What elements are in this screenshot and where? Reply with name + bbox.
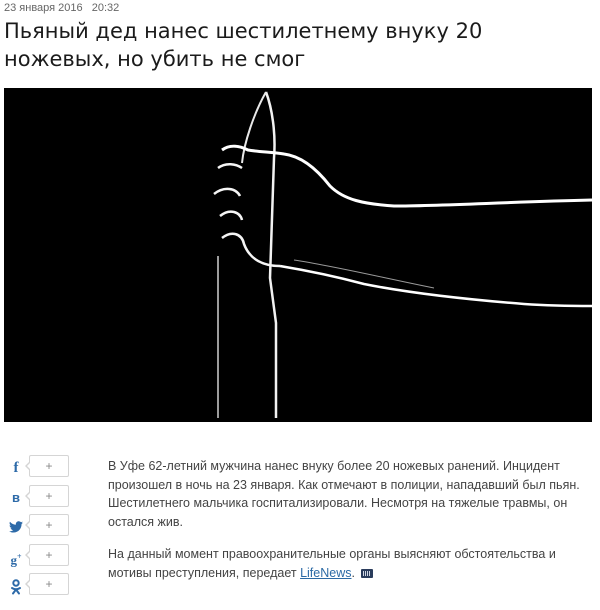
paragraph-text: На данный момент правоохранительные органы выясняют обстоятельства и мотивы преступления, передает: [108, 547, 556, 580]
article-paragraph: [108, 545, 594, 582]
publish-time: 20:32: [91, 2, 120, 14]
twitter-icon[interactable]: [8, 519, 24, 535]
knife-silhouette-illustration: [4, 88, 592, 422]
publish-date: 23 января 2016: [4, 2, 83, 14]
hero-image: [4, 88, 592, 422]
share-vkontakte[interactable]: [0, 485, 80, 515]
article-title: Пьяный дед нанес шестилетнему внуку 20 ножевых, но убить не смог: [4, 19, 483, 71]
share-google-plus[interactable]: [0, 544, 80, 574]
odnoklassniki-icon[interactable]: [8, 578, 24, 594]
google-plus-icon[interactable]: g+: [10, 551, 22, 567]
article-paragraph: В Уфе 62-летний мужчина нанес внуку более 20 ножевых ранений. Инцидент произошел в ночь на 23 января. Как отмечают в полиции, нападавший был пьян. Шестилетнего мальчика госпитализировали. Несмотря на тяжелые травмы, он остался жив.: [108, 459, 580, 529]
video-icon[interactable]: [361, 569, 373, 578]
share-odnoklassniki[interactable]: [0, 573, 80, 603]
share-count-odnoklassniki[interactable]: +: [29, 573, 69, 595]
facebook-icon[interactable]: f: [13, 460, 19, 476]
share-count-twitter[interactable]: +: [29, 514, 69, 536]
article-body: [108, 457, 594, 596]
share-facebook[interactable]: [0, 455, 80, 485]
share-count-google-plus[interactable]: +: [29, 544, 69, 566]
share-bar: [0, 455, 80, 603]
vkontakte-icon[interactable]: в: [12, 489, 20, 505]
article-meta: [4, 2, 119, 14]
share-twitter[interactable]: [0, 514, 80, 544]
paragraph-end: .: [351, 565, 355, 580]
share-count-vkontakte[interactable]: +: [29, 485, 69, 507]
source-link[interactable]: LifeNews: [300, 565, 352, 580]
share-count-facebook[interactable]: +: [29, 455, 69, 477]
